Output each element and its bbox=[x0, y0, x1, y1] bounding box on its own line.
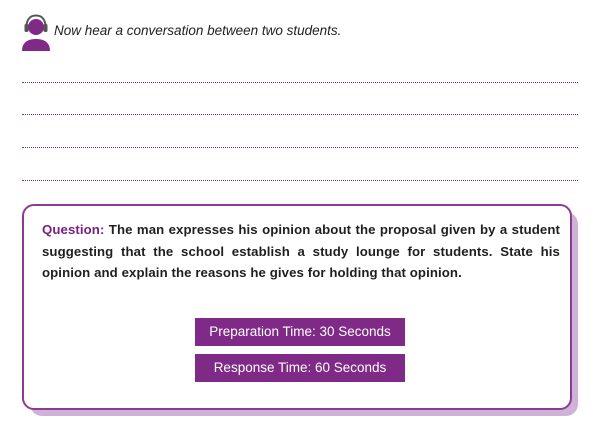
question-body: The man expresses his opinion about the proposal given by a student suggesting that the school establish a study lounge for students. State his opinion and explain the reasons he gives for holding that opinion. bbox=[42, 222, 560, 280]
note-line bbox=[22, 82, 578, 83]
preparation-time-indicator: Preparation Time: 30 Seconds bbox=[195, 318, 405, 346]
headset-person-icon bbox=[21, 13, 51, 51]
instruction-header bbox=[21, 12, 341, 52]
response-time-indicator: Response Time: 60 Seconds bbox=[195, 354, 405, 382]
note-line bbox=[22, 147, 578, 148]
note-line bbox=[22, 180, 578, 181]
question-prompt bbox=[42, 219, 560, 284]
instruction-text: Now hear a conversation between two students. bbox=[54, 23, 342, 38]
question-label: Question: bbox=[42, 222, 105, 237]
note-line bbox=[22, 114, 578, 115]
question-card bbox=[22, 204, 572, 410]
